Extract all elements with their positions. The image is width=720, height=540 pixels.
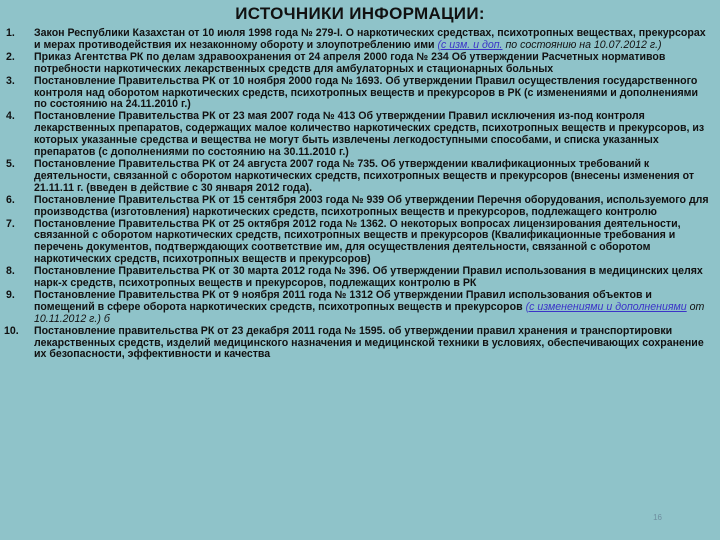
item-text: Закон Республики Казахстан от 10 июля 1998 года № 279-I. О наркотических средствах, психотропных веществах, прекурсорах и мерах противодействия их незаконному обороту и злоупотреблению ими	[34, 27, 706, 51]
list-item	[0, 326, 720, 362]
item-text: Постановление Правительства РК от 9 ноября 2011 года № 1312 Об утверждении Правил использования объектов и помещений в сфере оборота наркотических средств, психотропных веществ и прекурсоров	[34, 288, 652, 313]
list-item	[0, 195, 720, 219]
item-number: 10.	[4, 324, 19, 337]
item-text: Постановление Правительства РК от 15 сентября 2003 года № 939 Об утверждении Перечня оборудования, используемого для производства (изготовления) наркотических средств, психотропных веществ и прекурсоров, подлежащего контролю	[34, 193, 709, 218]
item-text: Постановление Правительства РК от 24 августа 2007 года № 735. Об утверждении квалификационных требований к деятельности, связанной с оборотом наркотических средств, психотропных веществ и прекурсоров (внесены изменения от 21.11.11 г. (введен в действие с 30 января 2012 года).	[34, 157, 695, 194]
sources-list	[0, 28, 720, 361]
item-number: 6.	[6, 193, 15, 206]
item-number: 3.	[6, 74, 15, 87]
list-item	[0, 52, 720, 76]
page-number: 16	[653, 513, 662, 522]
item-text: Приказ Агентства РК по делам здравоохранения от 24 апреля 2000 года № 234 Об утверждении Расчетных нормативов потребности наркотических лекарственных средств для амбулаторных и стационарных больных	[34, 50, 666, 75]
item-number: 5.	[6, 157, 15, 170]
list-item	[0, 266, 720, 290]
item-text: Постановление Правительства РК от 25 октября 2012 года № 1362. О некоторых вопросах лицензирования деятельности, связанной с оборотом наркотических средств, психотропных веществ и прекурсоров (Квалификационные требования и перечень документов, подтверждающих соответствие им, для осуществления деятельности, связанной с оборотом наркотических средств, психотропных веществ и прекурсоров)	[34, 217, 681, 266]
item-number: 2.	[6, 50, 15, 63]
list-item	[0, 28, 720, 52]
item-text: Постановление Правительства РК от 23 мая 2007 года № 413 Об утверждении Правил исключения из-под контроля лекарственных препаратов, содержащих малое количество наркотических средств, психотропных веществ и прекурсоров, из которых указанные средства и вещества не могут быть извлечены легкодоступными способами, и списка указанных препаратов (с дополнениями по состоянию на 30.11.2010 г.)	[34, 110, 705, 159]
list-item	[0, 219, 720, 267]
item-number: 9.	[6, 288, 15, 301]
list-item	[0, 159, 720, 195]
amendments-link[interactable]: (с изм. и доп.	[437, 38, 503, 51]
list-item	[0, 76, 720, 112]
list-item	[0, 111, 720, 159]
item-tail: по состоянию на 10.07.2012 г.)	[502, 38, 662, 51]
list-item	[0, 290, 720, 326]
item-number: 4.	[6, 110, 15, 123]
amendments-link[interactable]: (с изменениями и дополнениями	[525, 300, 687, 313]
page-title: ИСТОЧНИКИ ИНФОРМАЦИИ:	[235, 4, 485, 23]
item-number: 7.	[6, 217, 15, 230]
item-number: 8.	[6, 265, 15, 278]
item-number: 1.	[6, 27, 15, 39]
item-tail: от 10.11.2012 г.) б	[34, 300, 705, 325]
item-text: Постановление Правительства РК от 10 ноября 2000 года № 1693. Об утверждении Правил осуществления государственного контроля над оборотом наркотических средств, психотропных веществ и прекурсоров в РК (с изменениями и дополнениями по состоянию на 24.11.2010 г.)	[34, 74, 699, 111]
item-text: Постановление Правительства РК от 30 марта 2012 года № 396. Об утверждении Правил использования в медицинских целях нарк-х средств, психотропных веществ и прекурсоров, подлежащих контролю в РК	[34, 265, 703, 290]
item-text: Постановление правительства РК от 23 декабря 2011 года № 1595. об утверждении правил хранения и транспортировки лекарственных средств, изделий медицинского назначения и медицинской техники в условиях, обеспечивающих сохранение их безопасности, эффективности и качества	[34, 324, 704, 361]
